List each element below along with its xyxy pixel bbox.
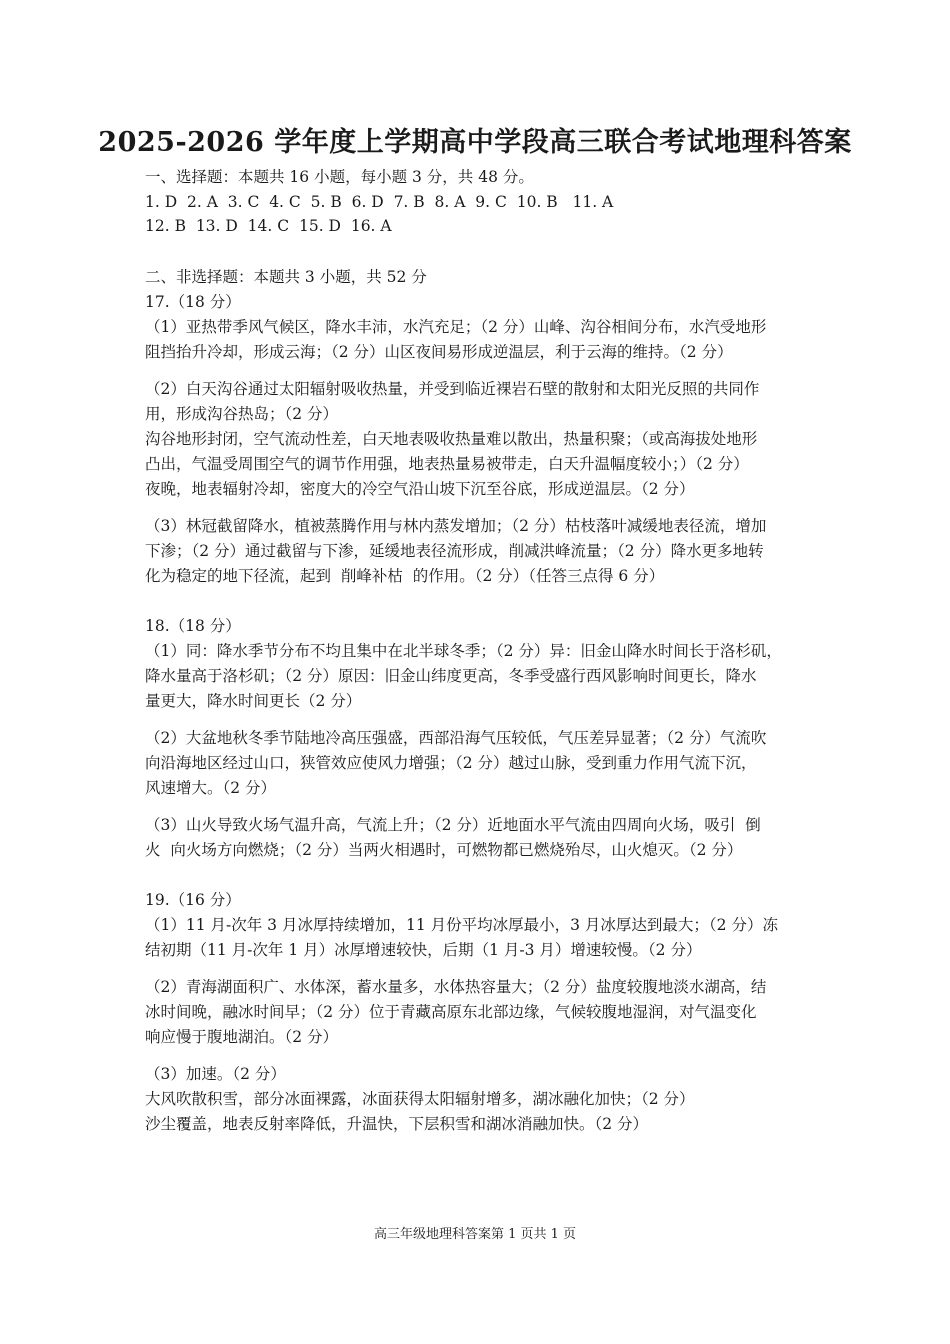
q17-p1-line: 阻挡抬升冷却，形成云海；（2 分）山区夜间易形成逆温层，利于云海的维持。（2 分） xyxy=(145,343,733,361)
q17-p3-line: （3）林冠截留降水，植被蒸腾作用与林内蒸发增加；（2 分）枯枝落叶减缓地表径流，增加 xyxy=(145,517,767,535)
document-title: 2025-2026 学年度上学期高中学段高三联合考试地理科答案 xyxy=(98,127,852,158)
answers-line-2: 12. B 13. D 14. C 15. D 16. A xyxy=(145,217,392,235)
q17-p2-line: 用，形成沟谷热岛；（2 分） xyxy=(145,405,339,423)
q17-p2-line: （2）白天沟谷通过太阳辐射吸收热量，并受到临近裸岩石壁的散射和太阳光反照的共同作 xyxy=(145,380,760,398)
q17-label: 17.（18 分） xyxy=(145,293,241,311)
q19-p3-line: （3）加速。（2 分） xyxy=(145,1065,286,1083)
q18-label: 18.（18 分） xyxy=(145,617,241,635)
q19-p2-line: （2）青海湖面积广、水体深，蓄水量多，水体热容量大；（2 分）盐度较腹地淡水湖高，结 xyxy=(145,978,767,996)
q17-p1-line: （1）亚热带季风气候区，降水丰沛，水汽充足；（2 分）山峰、沟谷相间分布，水汽受地形 xyxy=(145,318,767,336)
section1-heading: 一、选择题：本题共 16 小题，每小题 3 分，共 48 分。 xyxy=(145,168,534,186)
q18-p1-line: 降水量高于洛杉矶；（2 分）原因：旧金山纬度更高，冬季受盛行西风影响时间更长，降水 xyxy=(145,667,757,685)
q17-p2-line: 夜晚，地表辐射冷却，密度大的冷空气沿山坡下沉至谷底，形成逆温层。（2 分） xyxy=(145,480,695,498)
q18-p3-line: （3）山火导致火场气温升高，气流上升；（2 分）近地面水平气流由四周向火场，吸引 倒 xyxy=(145,816,761,834)
q18-p2-line: 风速增大。（2 分） xyxy=(145,779,277,797)
page-footer: 高三年级地理科答案第 1 页共 1 页 xyxy=(373,1227,577,1242)
q19-p1-line: （1）11 月-次年 3 月冰厚持续增加，11 月份平均冰厚最小，3 月冰厚达到最大；（2 分）冻 xyxy=(145,916,778,934)
q19-p3-line: 沙尘覆盖，地表反射率降低，升温快，下层积雪和湖冰消融加快。（2 分） xyxy=(145,1115,649,1133)
q19-p2-line: 响应慢于腹地湖泊。（2 分） xyxy=(145,1028,339,1046)
q17-p2-line: 沟谷地形封闭，空气流动性差，白天地表吸收热量难以散出，热量积聚；（或高海拔处地形 xyxy=(145,430,758,448)
q17-p3-line: 化为稳定的地下径流，起到 削峰补枯 的作用。（2 分）（任答三点得 6 分） xyxy=(145,567,665,585)
q18-p1-line: 量更大，降水时间更长（2 分） xyxy=(145,692,362,710)
q18-p1-line: （1）同：降水季节分布不均且集中在北半球冬季；（2 分）异：旧金山降水时间长于洛杉矶， xyxy=(145,642,782,660)
q18-p2-line: （2）大盆地秋冬季节陆地冷高压强盛，西部沿海气压较低，气压差异显著；（2 分）气流吹 xyxy=(145,729,767,747)
answers-line-1: 1. D 2. A 3. C 4. C 5. B 6. D 7. B 8. A 9. C 10. B 11. A xyxy=(145,193,614,211)
q19-p3-line: 大风吹散积雪，部分冰面裸露，冰面获得太阳辐射增多，湖冰融化加快；（2 分） xyxy=(145,1090,695,1108)
q18-p3-line: 火 向火场方向燃烧；（2 分）当两火相遇时，可燃物都已燃烧殆尽，山火熄灭。（2 分） xyxy=(145,841,743,859)
q19-p1-line: 结初期（11 月-次年 1 月）冰厚增速较快，后期（1 月-3 月）增速较慢。（2 分） xyxy=(145,941,702,959)
section2-heading: 二、非选择题：本题共 3 小题，共 52 分 xyxy=(145,268,427,286)
q19-p2-line: 冰时间晚，融冰时间早；（2 分）位于青藏高原东北部边缘，气候较腹地湿润，对气温变化 xyxy=(145,1003,757,1021)
q17-p2-line: 凸出，气温受周围空气的调节作用强，地表热量易被带走，白天升温幅度较小；）（2 分） xyxy=(145,455,749,473)
q18-p2-line: 向沿海地区经过山口，狭管效应使风力增强；（2 分）越过山脉，受到重力作用气流下沉， xyxy=(145,754,757,772)
q19-label: 19.（16 分） xyxy=(145,891,241,909)
q17-p3-line: 下渗；（2 分）通过截留与下渗，延缓地表径流形成，削减洪峰流量；（2 分）降水更多地转 xyxy=(145,542,764,560)
